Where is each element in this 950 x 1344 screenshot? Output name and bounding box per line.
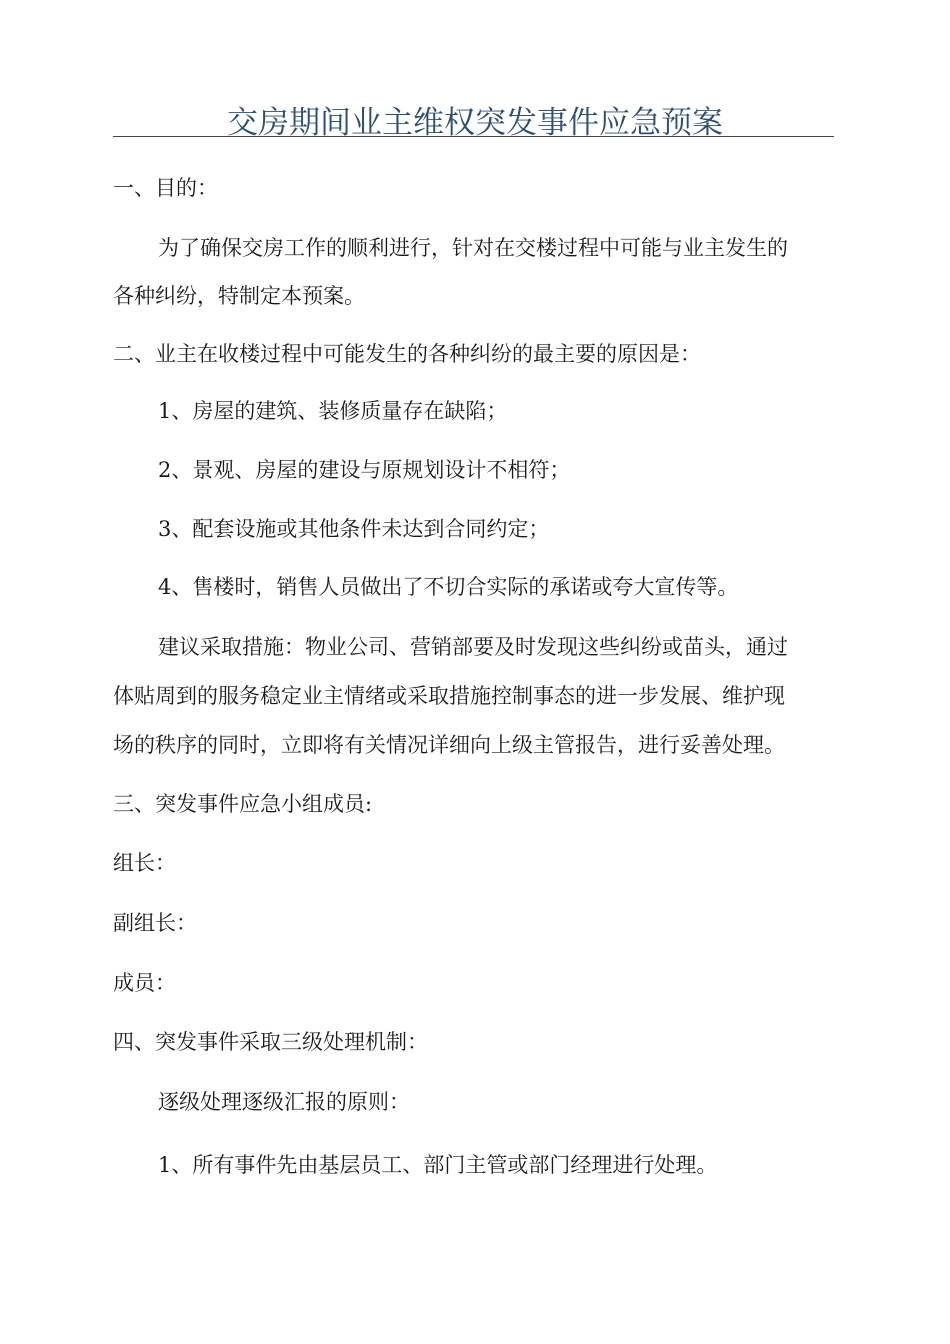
title-underline (113, 136, 834, 137)
section-2-item-2: 2、景观、房屋的建设与原规划设计不相符； (158, 458, 571, 482)
section-2-heading: 二、业主在收楼过程中可能发生的各种纠纷的最主要的原因是： (113, 342, 701, 366)
section-1-paragraph-line-1: 为了确保交房工作的顺利进行，针对在交楼过程中可能与业主发生的 (158, 236, 788, 260)
section-3-members: 成员： (113, 971, 176, 995)
section-2-suggestion-line-3: 场的秩序的同时，立即将有关情况详细向上级主管报告，进行妥善处理。 (113, 733, 785, 757)
section-2-suggestion-line-1: 建议采取措施：物业公司、营销部要及时发现这些纠纷或苗头，通过 (158, 635, 788, 659)
section-3-leader: 组长： (113, 851, 176, 875)
section-2-item-4: 4、售楼时，销售人员做出了不切合实际的承诺或夸大宣传等。 (158, 575, 739, 599)
document-title: 交房期间业主维权突发事件应急预案 (227, 105, 723, 141)
section-2-item-3: 3、配套设施或其他条件未达到合同约定； (158, 517, 550, 541)
section-4-heading: 四、突发事件采取三级处理机制： (113, 1030, 428, 1054)
section-1-paragraph-line-2: 各种纠纷，特制定本预案。 (113, 284, 365, 308)
section-3-heading: 三、突发事件应急小组成员: (113, 792, 373, 816)
section-2-suggestion-line-2: 体贴周到的服务稳定业主情绪或采取措施控制事态的进一步发展、维护现 (113, 684, 785, 708)
section-4-principle: 逐级处理逐级汇报的原则： (158, 1090, 410, 1114)
section-2-item-1: 1、房屋的建筑、装修质量存在缺陷； (158, 399, 508, 423)
section-4-item-1: 1、所有事件先由基层员工、部门主管或部门经理进行处理。 (158, 1153, 718, 1177)
section-1-heading: 一、目的： (113, 176, 218, 200)
section-3-deputy: 副组长： (113, 911, 197, 935)
